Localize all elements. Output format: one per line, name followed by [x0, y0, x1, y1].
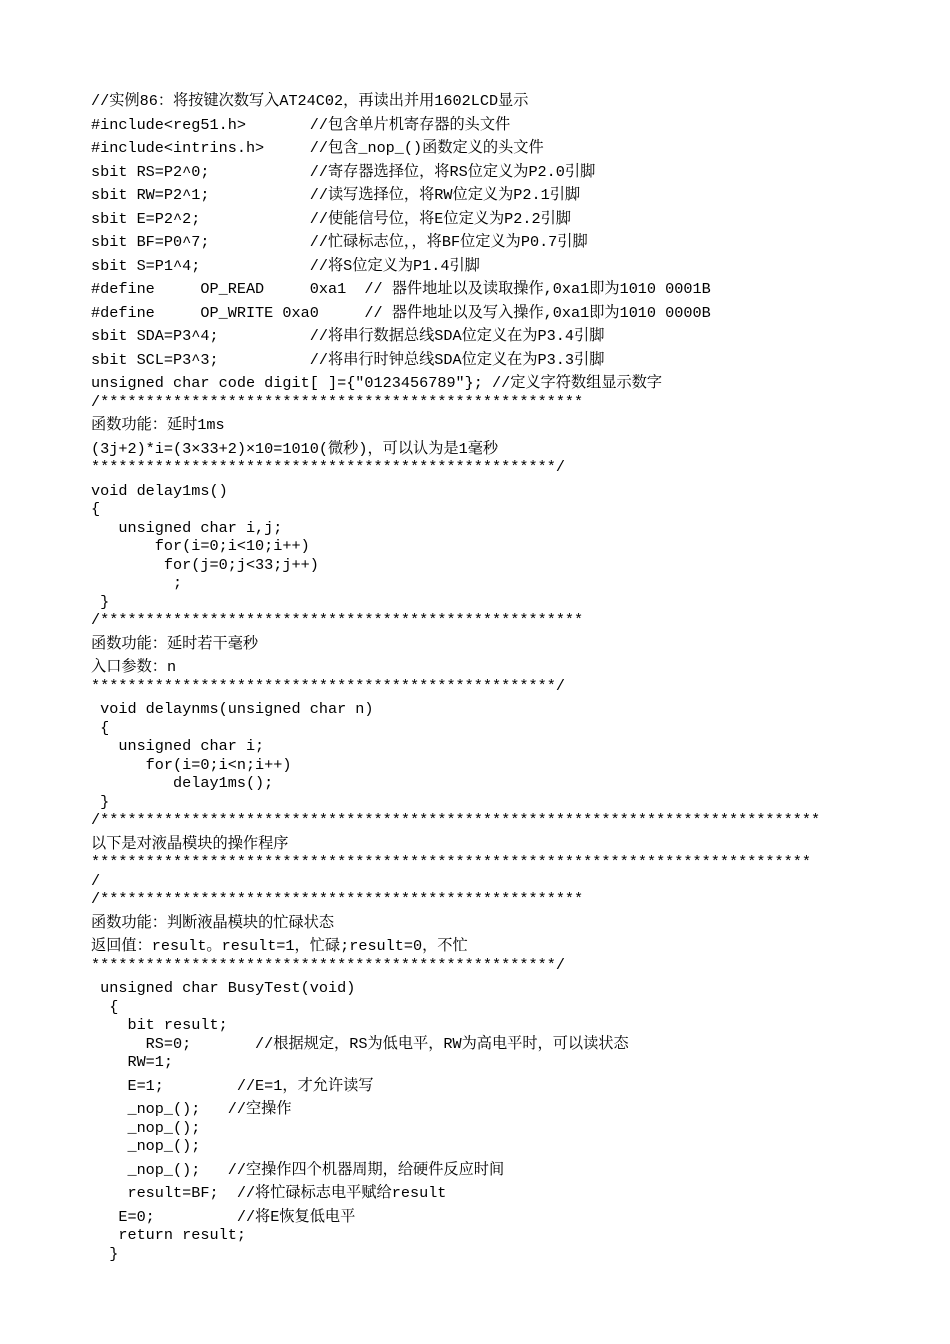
- code-line: unsigned char code digit[ ]={"0123456789"}; //定义字符数组显示数字: [91, 374, 663, 392]
- code-line: sbit S=P1^4; //将S位定义为P1.4引脚: [91, 256, 480, 275]
- code-line: #include<intrins.h> //包含_nop_()函数定义的头文件: [91, 139, 544, 157]
- code-line: /: [91, 871, 101, 890]
- code-line: E=1; //E=1，才允许读写: [91, 1076, 374, 1095]
- code-line: sbit E=P2^2; //使能信号位，将E位定义为P2.2引脚: [91, 209, 571, 228]
- code-line: RW=1;: [91, 1053, 174, 1071]
- code-line: (3j+2)*i=(3×33+2)×10=1010(微秒)，可以认为是1毫秒: [91, 439, 499, 458]
- code-line: /*****************************************************: [91, 392, 584, 411]
- code-line: ***************************************************/: [91, 458, 565, 476]
- code-line: ***************************************************/: [91, 676, 565, 695]
- code-line: *******************************************************************************: [91, 853, 812, 871]
- code-line: {: [91, 500, 101, 518]
- code-line: delay1ms();: [91, 774, 274, 792]
- code-line: }: [91, 1244, 119, 1263]
- code-line: bit result;: [91, 1016, 228, 1034]
- code-line: _nop_();: [91, 1137, 201, 1155]
- code-line: void delay1ms(): [91, 481, 228, 500]
- code-line: unsigned char i,j;: [91, 518, 283, 537]
- code-line: _nop_(); //空操作: [91, 1100, 292, 1118]
- code-line: unsigned char i;: [91, 737, 265, 755]
- code-line: }: [91, 792, 110, 811]
- code-line: #define OP_READ 0xa1 // 器件地址以及读取操作,0xa1即为1010 0001B: [91, 280, 711, 298]
- code-line: RS=0; //根据规定，RS为低电平，RW为高电平时，可以读状态: [91, 1034, 629, 1053]
- code-line: 函数功能：判断液晶模块的忙碌状态: [91, 913, 334, 932]
- code-line: 函数功能：延时1ms: [91, 416, 225, 434]
- code-line: sbit RW=P2^1; //读写选择位，将RW位定义为P2.1引脚: [91, 186, 581, 204]
- code-line: ***************************************************/: [91, 955, 565, 974]
- code-line: for(j=0;j<33;j++): [91, 555, 319, 574]
- code-line: 函数功能：延时若干毫秒: [91, 634, 259, 653]
- code-line: /*****************************************************: [91, 611, 584, 629]
- code-line: sbit SDA=P3^4; //将串行数据总线SDA位定义在为P3.4引脚: [91, 327, 605, 345]
- code-line: {: [91, 997, 119, 1016]
- code-line: result=BF; //将忙碌标志电平赋给result: [91, 1184, 447, 1202]
- code-line: _nop_(); //空操作四个机器周期，给硬件反应时间: [91, 1160, 505, 1179]
- code-line: void delaynms(unsigned char n): [91, 700, 374, 718]
- code-line: }: [91, 592, 110, 611]
- code-line: E=0; //将E恢复低电平: [91, 1207, 356, 1226]
- code-line: unsigned char BusyTest(void): [91, 979, 356, 997]
- code-line: 入口参数：n: [91, 658, 177, 676]
- code-line: for(i=0;i<n;i++): [91, 755, 292, 774]
- code-document: [91, 92, 911, 1263]
- code-line: _nop_();: [91, 1118, 201, 1137]
- code-line: #include<reg51.h> //包含单片机寄存器的头文件: [91, 115, 511, 134]
- code-line: /*******************************************************************************: [91, 811, 821, 829]
- code-line: {: [91, 718, 110, 737]
- code-line: /*****************************************************: [91, 890, 584, 908]
- code-line: 返回值：result。result=1，忙碌;result=0，不忙: [91, 937, 468, 955]
- code-line: sbit SCL=P3^3; //将串行时钟总线SDA位定义在为P3.3引脚: [91, 350, 605, 369]
- code-line: //实例86：将按键次数写入AT24C02，再读出并用1602LCD显示: [91, 92, 529, 110]
- code-line: 以下是对液晶模块的操作程序: [91, 834, 289, 853]
- code-line: for(i=0;i<10;i++): [91, 537, 310, 555]
- code-line: sbit RS=P2^0; //寄存器选择位，将RS位定义为P2.0引脚: [91, 162, 596, 181]
- code-line: sbit BF=P0^7; //忙碌标志位，，将BF位定义为P0.7引脚: [91, 233, 588, 251]
- code-line: ;: [91, 574, 183, 592]
- code-line: return result;: [91, 1226, 246, 1244]
- code-line: #define OP_WRITE 0xa0 // 器件地址以及写入操作,0xa1即为1010 0000B: [91, 303, 711, 322]
